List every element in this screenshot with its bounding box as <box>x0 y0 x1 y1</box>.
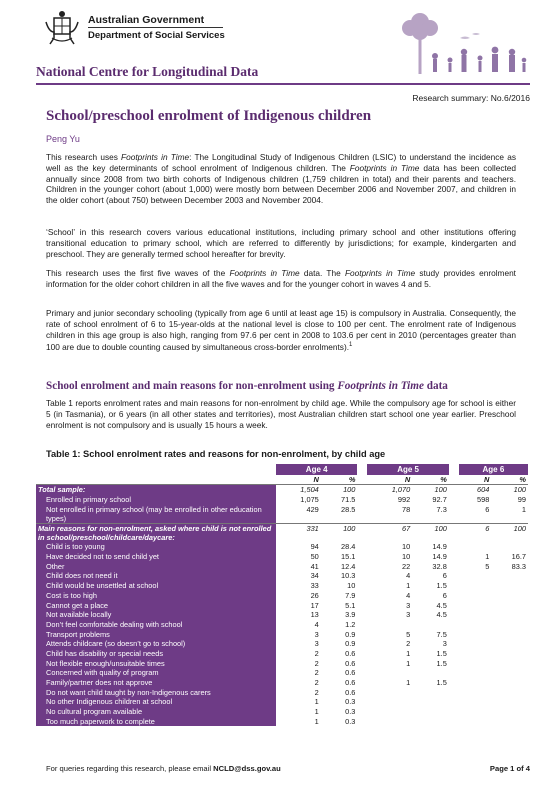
gov-name: Australian Government <box>88 14 205 26</box>
cell-value: 0.6 <box>345 687 356 697</box>
cell-value: 4 <box>406 590 411 600</box>
author: Peng Yu <box>46 134 80 144</box>
cell-value <box>412 707 449 717</box>
cell-value: 992 <box>397 494 411 504</box>
cell-value <box>491 571 528 581</box>
family-illustration <box>380 8 530 80</box>
table-row <box>36 552 528 562</box>
cell-value <box>459 630 492 640</box>
cell-value <box>459 581 492 591</box>
table-row <box>36 591 528 601</box>
cell-value <box>459 620 492 630</box>
cell-value <box>412 620 449 630</box>
cell-value: 0.3 <box>345 697 356 707</box>
row-label: Too much paperwork to complete <box>36 717 276 727</box>
n-label: N <box>404 475 411 484</box>
cell-value <box>491 668 528 678</box>
row-label: Child is too young <box>36 542 276 552</box>
table-row <box>36 717 528 727</box>
cell-value: 100 <box>412 523 449 542</box>
cell-value: 2 <box>314 668 319 678</box>
row-label: No other Indigenous children at school <box>36 697 276 707</box>
cell-value <box>459 649 492 659</box>
table-row <box>36 601 528 611</box>
cell-value <box>367 668 412 678</box>
cell-value: 32.8 <box>432 561 447 571</box>
cell-value: 22 <box>401 561 411 571</box>
row-label: Other <box>36 562 276 572</box>
cell-value: 14.9 <box>432 552 447 562</box>
cell-value: 7.3 <box>436 504 447 514</box>
cell-value: 34 <box>310 571 319 581</box>
cell-value <box>459 610 492 620</box>
cell-value: 1,075 <box>300 494 319 504</box>
cell-value: 100 <box>321 485 358 495</box>
table-row <box>36 649 528 659</box>
cell-value: 4.5 <box>436 600 447 610</box>
cell-value <box>459 697 492 707</box>
header-rule <box>36 83 530 85</box>
pct-label: % <box>440 475 447 484</box>
cell-value: 0.6 <box>345 678 356 688</box>
cell-value: 1 <box>406 581 411 591</box>
cell-value <box>491 717 528 727</box>
row-label: Cost is too high <box>36 591 276 601</box>
cell-value: 4.5 <box>436 610 447 620</box>
table-row <box>36 678 528 688</box>
cell-value <box>367 620 412 630</box>
cell-value <box>459 717 492 727</box>
cell-value: 5 <box>406 629 411 639</box>
cell-value: 15.1 <box>341 552 356 562</box>
cell-value: 12.4 <box>341 561 356 571</box>
n-label: N <box>484 475 490 484</box>
n-label: N <box>313 475 319 484</box>
cell-value: 10 <box>401 552 411 562</box>
row-label: Attends childcare (so doesn’t go to school) <box>36 639 276 649</box>
cell-value: 14.9 <box>432 542 447 552</box>
cell-value: 10 <box>401 542 411 552</box>
cell-value: 50 <box>310 552 319 562</box>
cell-value: 3.9 <box>345 610 356 620</box>
table-row <box>36 610 528 620</box>
series-label: Research summary: No.6/2016 <box>412 93 530 103</box>
cell-value: 41 <box>310 561 319 571</box>
age-4-header: Age 4 <box>276 464 357 475</box>
cell-value: 4 <box>406 571 411 581</box>
cell-value: 1 <box>314 716 319 726</box>
section-heading: School enrolment and main reasons for non-enrolment using Footprints in Time data <box>46 380 448 392</box>
cell-value <box>459 659 492 669</box>
table-row <box>36 581 528 591</box>
cell-value <box>491 688 528 698</box>
cell-value: 0.6 <box>345 648 356 658</box>
header <box>0 0 560 58</box>
row-label: Have decided not to send child yet <box>36 552 276 562</box>
cell-value: 100 <box>491 485 528 495</box>
cell-value: 4 <box>314 619 319 629</box>
table-row <box>36 697 528 707</box>
row-label: Family/partner does not approve <box>36 678 276 688</box>
cell-value: 17 <box>310 600 319 610</box>
cell-value: 6 <box>459 523 492 542</box>
cell-value: 0.3 <box>345 716 356 726</box>
table-row <box>36 620 528 630</box>
cell-value: 604 <box>459 485 492 495</box>
cell-value <box>367 688 412 698</box>
row-label: Enrolled in primary school <box>36 495 276 505</box>
page-title: School/preschool enrolment of Indigenous children <box>46 108 372 124</box>
cell-value: 1.5 <box>436 581 447 591</box>
cell-value: 1 <box>485 552 490 562</box>
cell-value: 3 <box>406 610 411 620</box>
cell-value: 2 <box>314 678 319 688</box>
row-label: Total sample: <box>36 485 276 495</box>
cell-value: 1,070 <box>367 485 412 495</box>
cell-value <box>491 697 528 707</box>
cell-value: 3 <box>314 639 319 649</box>
cell-value <box>412 697 449 707</box>
cell-value: 2 <box>314 648 319 658</box>
cell-value: 6 <box>442 590 447 600</box>
cell-value: 1.5 <box>436 678 447 688</box>
cell-value <box>459 707 492 717</box>
row-label: Child does not need it <box>36 571 276 581</box>
cell-value: 92.7 <box>432 494 447 504</box>
cell-value: 3 <box>314 629 319 639</box>
cell-value <box>491 581 528 591</box>
enrolment-table <box>36 464 528 726</box>
table-row <box>36 571 528 581</box>
cell-value <box>412 688 449 698</box>
cell-value <box>459 601 492 611</box>
table-row <box>36 505 528 524</box>
cell-value <box>459 639 492 649</box>
cell-value <box>459 668 492 678</box>
cell-value: 16.7 <box>511 552 526 562</box>
cell-value: 3 <box>406 600 411 610</box>
cell-value <box>491 649 528 659</box>
cell-value: 1 <box>406 648 411 658</box>
cell-value: 100 <box>412 485 449 495</box>
paragraph-waves: This research uses the first five waves of the Footprints in Time data. The Footprints in Time study provides enrolment information for the older cohort children in all the five waves and for the younger cohort in waves 4 and 5. <box>46 268 516 289</box>
cell-value <box>491 542 528 552</box>
cell-value: 7.9 <box>345 590 356 600</box>
row-label: Transport problems <box>36 630 276 640</box>
cell-value: 99 <box>517 494 526 504</box>
cell-value <box>491 601 528 611</box>
cell-value <box>367 707 412 717</box>
cell-value: 26 <box>310 590 319 600</box>
paragraph-compulsory: Primary and junior secondary schooling (typically from age 6 until at least age 15) is compulsory in Australia. Consequently, the rate of school enrolment of 6 to 15-year-olds at the national level is close to 100 per cent. The enrolment rate of Indigenous children in this age group is also high, ranging from 97.6 per cent in 2008 to 103.6 per cent in 2010 (percentages greater than 100 are due to double counting caused by simultaneous cross-border enrolments).$^1$ <box>46 308 516 353</box>
row-label: Main reasons for non-enrolment, asked where child is not enrolled in school/preschool/childcare/daycare: <box>36 523 276 542</box>
paragraph-table-intro: Table 1 reports enrolment rates and main reasons for non-enrolment by child age. While the compulsory age for school is either 5 (in Tasmania), or 6 years (in all other states and territories), most Australian children start school one year earlier. Preschool enrolment is not compulsory and is usually 15 hours a week. <box>46 398 516 430</box>
cell-value: 2 <box>314 687 319 697</box>
row-label: Concerned with quality of program <box>36 668 276 678</box>
cell-value <box>459 591 492 601</box>
row-label: Don’t feel comfortable dealing with school <box>36 620 276 630</box>
cell-value: 1 <box>406 678 411 688</box>
cell-value: 0.6 <box>345 658 356 668</box>
department-name: Department of Social Services <box>88 30 225 41</box>
cell-value <box>491 678 528 688</box>
cell-value <box>459 571 492 581</box>
cell-value <box>491 639 528 649</box>
column-subheader-row <box>36 475 528 485</box>
table-row <box>36 688 528 698</box>
row-label: Child has disability or special needs <box>36 649 276 659</box>
row-label: Cannot get a place <box>36 601 276 611</box>
page-number: Page 1 of 4 <box>489 764 530 773</box>
cell-value <box>491 610 528 620</box>
cell-value <box>491 620 528 630</box>
row-label: Not enrolled in primary school (may be enrolled in other education types) <box>36 505 276 524</box>
cell-value: 71.5 <box>341 494 356 504</box>
cell-value: 429 <box>306 504 319 514</box>
cell-value: 78 <box>401 504 411 514</box>
table-row <box>36 485 528 495</box>
table-row <box>36 659 528 669</box>
cell-value <box>459 678 492 688</box>
table-row <box>36 639 528 649</box>
cell-value: 28.5 <box>341 504 356 514</box>
cell-value <box>412 717 449 727</box>
cell-value: 7.5 <box>436 629 447 639</box>
cell-value: 598 <box>477 494 490 504</box>
cell-value: 94 <box>310 542 319 552</box>
row-label: Not available locally <box>36 610 276 620</box>
age-5-header: Age 5 <box>367 464 448 475</box>
table-row <box>36 495 528 505</box>
table-row <box>36 562 528 572</box>
table-row <box>36 523 528 542</box>
age-header-row <box>36 464 528 475</box>
cell-value: 0.3 <box>345 707 356 717</box>
cell-value: 100 <box>491 523 528 542</box>
cell-value: 5.1 <box>345 600 356 610</box>
cell-value <box>459 688 492 698</box>
cell-value: 2 <box>406 639 411 649</box>
cell-value: 1,504 <box>276 485 321 495</box>
cell-value: 67 <box>367 523 412 542</box>
cell-value: 28.4 <box>341 542 356 552</box>
cell-value: 1 <box>314 697 319 707</box>
cell-value <box>459 542 492 552</box>
row-label: No cultural program available <box>36 707 276 717</box>
cell-value: 100 <box>321 523 358 542</box>
cell-value: 6 <box>485 504 490 514</box>
cell-value: 10.3 <box>341 571 356 581</box>
table-row <box>36 668 528 678</box>
footer-contact: For queries regarding this research, please email NCLD@dss.gov.au <box>46 764 281 773</box>
cell-value: 2 <box>314 658 319 668</box>
cell-value: 5 <box>485 561 490 571</box>
pct-label: % <box>348 475 356 484</box>
pct-label: % <box>519 475 526 484</box>
centre-name: National Centre for Longitudinal Data <box>36 64 259 79</box>
cell-value <box>491 591 528 601</box>
cell-value <box>491 659 528 669</box>
row-label: Child would be unsettled at school <box>36 581 276 591</box>
cell-value: 1.5 <box>436 658 447 668</box>
cell-value <box>491 707 528 717</box>
cell-value: 33 <box>310 581 319 591</box>
cell-value <box>412 668 449 678</box>
row-label: Not flexible enough/unsuitable times <box>36 659 276 669</box>
gov-divider <box>88 27 223 28</box>
table-row <box>36 707 528 717</box>
cell-value <box>367 697 412 707</box>
cell-value: 1 <box>521 504 526 514</box>
cell-value <box>367 717 412 727</box>
table-caption: Table 1: School enrolment rates and reasons for non-enrolment, by child age <box>46 449 386 459</box>
cell-value: 1 <box>314 707 319 717</box>
age-6-header: Age 6 <box>459 464 528 475</box>
cell-value: 331 <box>276 523 321 542</box>
cell-value: 13 <box>310 610 319 620</box>
coat-of-arms-logo <box>42 8 82 48</box>
paragraph-school-definition: ‘School’ in this research covers various educational institutions, including primary school and other institutions offering transitional education to primary school, which are referred to differently by jurisdictions; for example, kindergarten and preschool. They are generally termed school hereafter for brevity. <box>46 227 516 259</box>
cell-value: 1.2 <box>345 619 356 629</box>
cell-value: 3 <box>442 639 447 649</box>
contact-email[interactable]: NCLD@dss.gov.au <box>213 764 281 773</box>
cell-value: 0.9 <box>345 629 356 639</box>
paragraph-intro: This research uses Footprints in Time: The Longitudinal Study of Indigenous Children (LSIC) to understand the incidence as well as the key determinants of school enrolment of Indigenous children. The Footprints in Time data has been collected annually since 2008 from two birth cohorts of Indigenous children (1,759 children in total) and their parents and teachers. Children in the younger cohort (about 1,000) were mostly born between December 2006 and November 2007, and children in the older cohort (about 750) between December 2003 and November 2004. <box>46 152 517 206</box>
cell-value: 10 <box>347 581 356 591</box>
cell-value <box>491 630 528 640</box>
cell-value: 83.3 <box>511 561 526 571</box>
cell-value: 1 <box>406 658 411 668</box>
cell-value: 6 <box>442 571 447 581</box>
row-label: Do not want child taught by non-Indigenous carers <box>36 688 276 698</box>
cell-value: 0.9 <box>345 639 356 649</box>
table-row <box>36 542 528 552</box>
cell-value: 1.5 <box>436 648 447 658</box>
table-row <box>36 630 528 640</box>
cell-value: 0.6 <box>345 668 356 678</box>
